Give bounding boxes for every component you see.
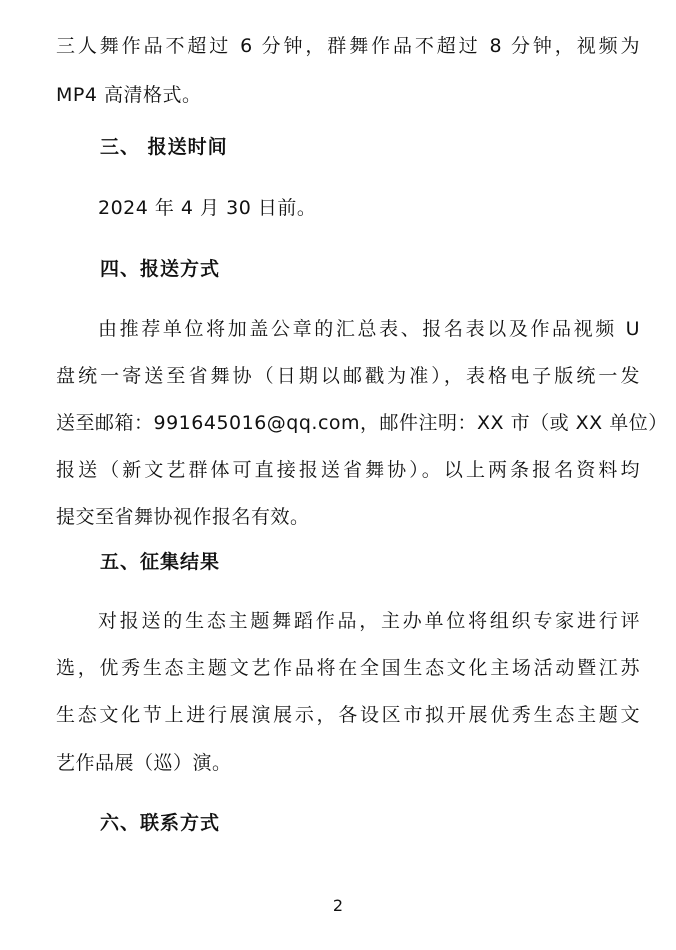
- body-line: 盘统一寄送至省舞协（日期以邮戳为准），表格电子版统一发: [56, 365, 640, 387]
- body-line: MP4 高清格式。: [56, 84, 202, 106]
- body-line: 送至邮箱：991645016@qq.com，邮件注明：XX 市（或 XX 单位）: [56, 412, 668, 434]
- body-line: 艺作品展（巡）演。: [56, 752, 232, 774]
- body-line: 由推荐单位将加盖公章的汇总表、报名表以及作品视频 U: [98, 318, 640, 340]
- body-line: 三人舞作品不超过 6 分钟，群舞作品不超过 8 分钟，视频为: [56, 35, 640, 57]
- section-heading: 五、征集结果: [100, 551, 221, 573]
- section-heading: 三、 报送时间: [100, 136, 228, 158]
- section-heading: 六、联系方式: [100, 812, 221, 834]
- body-line: 2024 年 4 月 30 日前。: [98, 197, 317, 219]
- section-heading: 四、报送方式: [100, 258, 221, 280]
- body-line: 对报送的生态主题舞蹈作品，主办单位将组织专家进行评: [98, 610, 640, 632]
- body-line: 选，优秀生态主题文艺作品将在全国生态文化主场活动暨江苏: [56, 657, 640, 679]
- page-number: 2: [332, 896, 344, 915]
- body-line: 提交至省舞协视作报名有效。: [56, 506, 310, 528]
- body-line: 报送（新文艺群体可直接报送省舞协）。以上两条报名资料均: [56, 459, 640, 481]
- body-line: 生态文化节上进行展演展示，各设区市拟开展优秀生态主题文: [56, 704, 640, 726]
